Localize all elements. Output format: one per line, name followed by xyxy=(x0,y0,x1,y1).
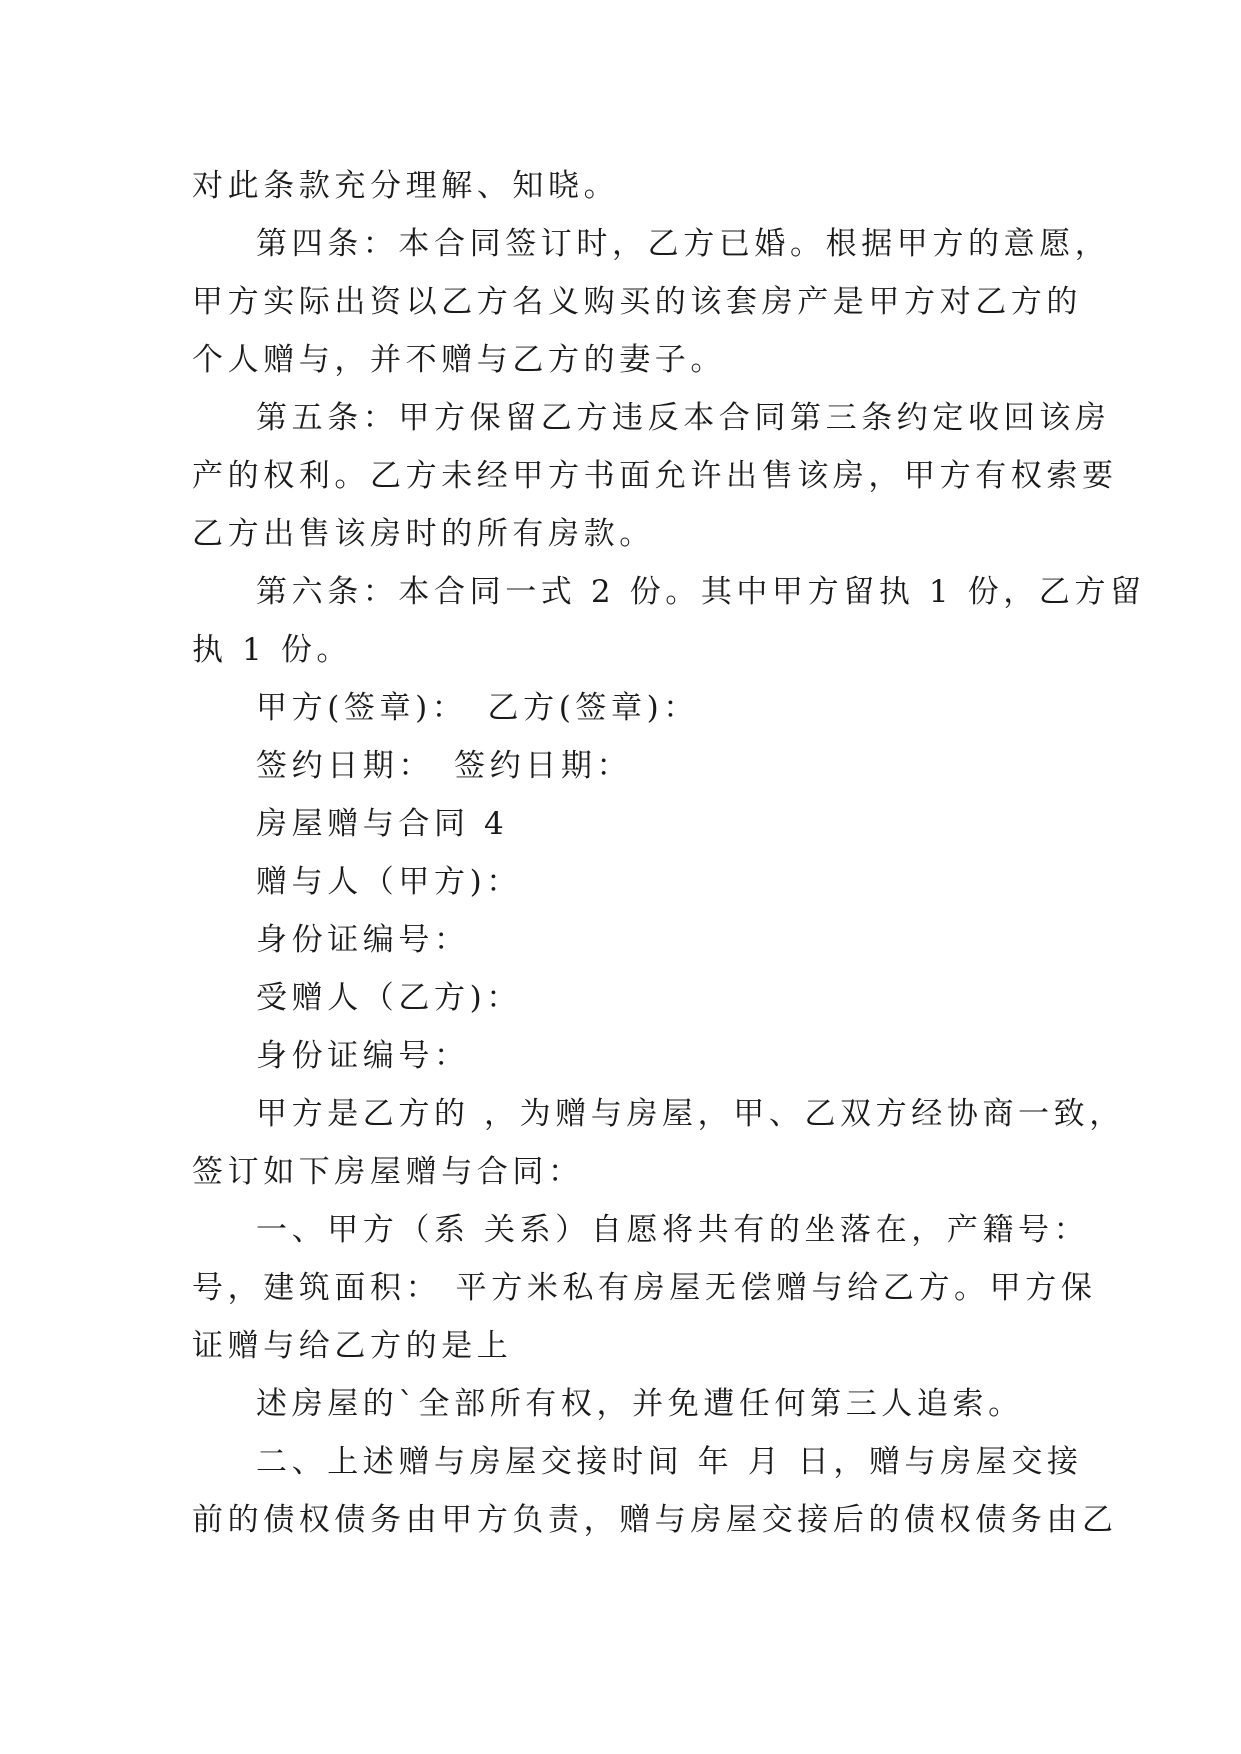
text-line: 前的债权债务由甲方负责，赠与房屋交接后的债权债务由乙 xyxy=(192,1502,1118,1538)
text-line: 号，建筑面积： 平方米私有房屋无偿赠与给乙方。甲方保 xyxy=(192,1270,1097,1306)
text-line: 执 1 份。 xyxy=(192,632,353,668)
signature-line: 甲方(签章)： 乙方(签章)： xyxy=(256,690,699,726)
text-line: 证赠与给乙方的是上 xyxy=(192,1328,513,1364)
text-line: 受赠人（乙方)： xyxy=(256,980,522,1016)
text-line: 乙方出售该房时的所有房款。 xyxy=(192,516,655,552)
text-line: 对此条款充分理解、知晓。 xyxy=(192,168,620,204)
text-line: 甲方实际出资以乙方名义购买的该套房产是甲方对乙方的 xyxy=(192,284,1082,320)
text-line: 第五条：甲方保留乙方违反本合同第三条约定收回该房 xyxy=(256,400,1111,436)
text-line: 一、甲方（系 关系）自愿将共有的坐落在，产籍号： xyxy=(256,1212,1090,1248)
text-line: 赠与人（甲方)： xyxy=(256,864,522,900)
text-line: 述房屋的`全部所有权，并免遭任何第三人追索。 xyxy=(256,1386,1024,1422)
text-line: 二、上述赠与房屋交接时间 年 月 日，赠与房屋交接 xyxy=(256,1444,1083,1480)
text-line: 身份证编号： xyxy=(256,1038,470,1074)
text-line: 第六条：本合同一式 2 份。其中甲方留执 1 份，乙方留 xyxy=(256,574,1146,610)
text-line: 签订如下房屋赠与合同： xyxy=(192,1154,584,1190)
text-line: 身份证编号： xyxy=(256,922,470,958)
text-line: 甲方是乙方的 ，为赠与房屋，甲、乙双方经协商一致， xyxy=(256,1096,1125,1132)
text-line: 第四条：本合同签订时，乙方已婚。根据甲方的意愿， xyxy=(256,226,1111,262)
text-line: 产的权利。乙方未经甲方书面允许出售该房，甲方有权索要 xyxy=(192,458,1118,494)
section-title: 房屋赠与合同 4 xyxy=(256,806,509,842)
text-line: 个人赠与，并不赠与乙方的妻子。 xyxy=(192,342,726,378)
signing-date-line: 签约日期： 签约日期： xyxy=(256,748,633,784)
